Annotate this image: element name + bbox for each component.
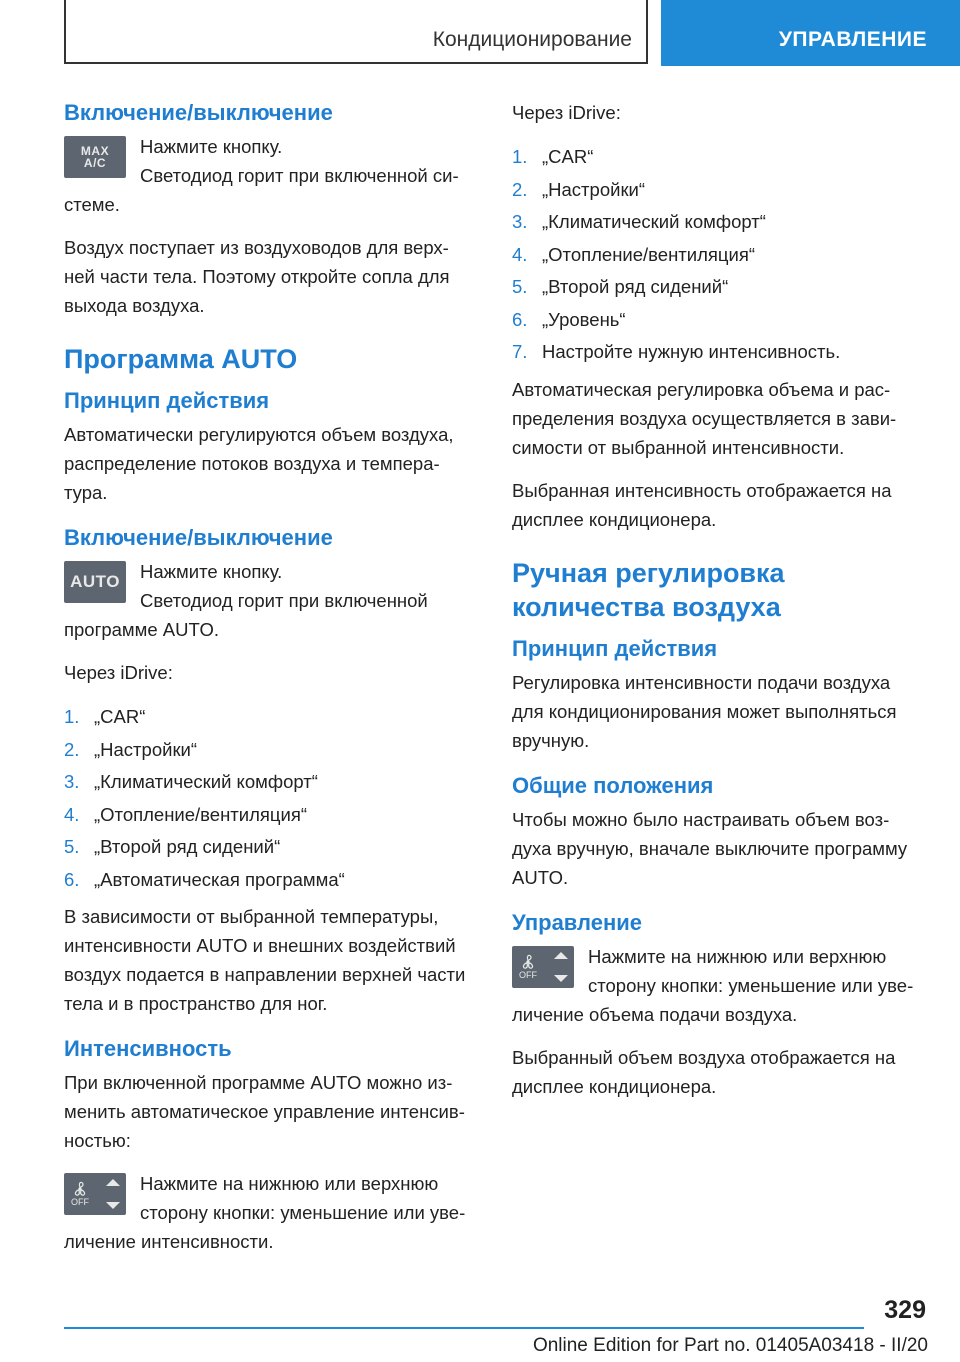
control-icon-block — [512, 942, 926, 1029]
step-text: „Второй ряд сидений“ — [94, 836, 281, 857]
step-number: 1. — [64, 706, 80, 727]
arrow-down-icon — [106, 1202, 120, 1209]
step-text: „Уровень“ — [542, 308, 626, 330]
principle-text: Автоматически регулируются объем воздуха, распределение потоков воздуха и темпера- тура. — [64, 424, 454, 503]
general-text: Чтобы можно было настраивать объем воз- духа вручную, вначале выключите программу AUTO. — [512, 808, 908, 888]
fan-icon — [70, 1181, 90, 1197]
arrow-up-icon — [554, 952, 568, 959]
auto-button-label: AUTO — [70, 572, 120, 591]
principle-heading: Принцип действия — [64, 388, 270, 413]
step-text: „Настройки“ — [542, 178, 646, 200]
manual-principle-heading: Принцип действия — [512, 635, 718, 661]
fan-icon-group — [70, 1181, 90, 1207]
onoff-heading: Включение/выключение — [64, 100, 333, 125]
step-text: „Отопление/вентиляция“ — [542, 243, 756, 265]
intensity-icon-block — [64, 1169, 478, 1256]
step-text: „Второй ряд сидений“ — [542, 276, 729, 297]
step-text: „CAR“ — [94, 706, 146, 727]
list-item — [512, 304, 926, 337]
fan-arrows — [106, 1179, 120, 1209]
intensity-icon-text: Нажмите на нижнюю или верхнюю сторону кнопки: уменьшение или уве- личение интенсивности. — [64, 1173, 466, 1252]
step-number: 1. — [512, 146, 528, 167]
list-item — [64, 864, 478, 897]
control-heading: Управление — [512, 909, 643, 935]
auto-after-text: В зависимости от выбранной температуры, интенсивности AUTO и внешних воздействий воздух подается в направлении верхней части тела и в пространство для ног. — [64, 906, 466, 1014]
step-text: Настройте нужную интенсивность. — [542, 341, 841, 362]
list-item — [512, 336, 926, 369]
list-item — [512, 174, 926, 207]
intensity-text: При включенной программе AUTO можно из- менить автоматическое управление интенсив- ностью: — [64, 1072, 465, 1151]
idrive-steps-list-right — [512, 141, 926, 369]
step-number: 6. — [64, 868, 80, 890]
header-section-box — [64, 0, 648, 64]
list-item — [64, 766, 478, 799]
fan-off-button-icon — [64, 1173, 126, 1215]
left-column — [64, 98, 478, 1270]
step-number: 4. — [512, 243, 528, 265]
idrive-steps-list — [64, 701, 478, 896]
list-item — [512, 271, 926, 304]
step-text: „Климатический комфорт“ — [542, 211, 766, 232]
idrive-intro: Через iDrive: — [64, 662, 173, 683]
fan-off-label: OFF — [71, 1197, 89, 1207]
step-text: „Настройки“ — [94, 738, 198, 760]
step-text: „Климатический комфорт“ — [94, 771, 318, 792]
step-number: 7. — [512, 341, 528, 362]
step-text: „Автоматическая программа“ — [94, 868, 345, 890]
auto-led-text: Светодиод горит при включенной программе AUTO. — [64, 590, 428, 640]
idrive-intro-right: Через iDrive: — [512, 102, 621, 123]
right-column — [512, 98, 926, 1115]
header-section-title: Кондиционирование — [432, 28, 632, 51]
step-number: 2. — [64, 738, 80, 760]
fan-icon-group — [518, 954, 538, 980]
footer-edition: Online Edition for Part no. 01405A03418 - II/20 — [532, 1335, 928, 1356]
list-item — [512, 206, 926, 239]
step-number: 3. — [512, 211, 528, 232]
header-chapter-title: УПРАВЛЕНИЕ — [778, 28, 927, 51]
led-text: Светодиод горит при включенной си- стеме. — [64, 165, 459, 215]
manual-principle-text: Регулировка интенсивности подачи воздуха для кондиционирования может выполняться вручную. — [512, 671, 897, 751]
air-flow-text: Воздух поступает из воздуховодов для верх- ней части тела. Поэтому откройте сопла для выхода воздуха. — [64, 237, 450, 316]
auto-distribution-text: Автоматическая регулировка объема и рас- пределения воздуха осуществляется в зави- симости от выбранной интенсивности. — [512, 378, 897, 458]
step-number: 4. — [64, 803, 80, 825]
auto-program-heading: Программа AUTO — [64, 344, 298, 374]
list-item — [512, 141, 926, 174]
fan-off-button-icon — [512, 946, 574, 988]
intensity-display-text: Выбранная интенсивность отображается на дисплее кондиционера. — [512, 479, 892, 530]
step-text: „Отопление/вентиляция“ — [94, 803, 308, 825]
list-item — [64, 799, 478, 832]
max-ac-line1: MAX — [80, 144, 110, 158]
manual-airflow-heading: Ручная регулировка количества воздуха — [512, 557, 785, 622]
footer-divider — [64, 1327, 864, 1329]
max-ac-line2: A/C — [83, 156, 107, 170]
arrow-down-icon — [554, 975, 568, 982]
auto-button-icon — [64, 561, 126, 603]
list-item — [64, 701, 478, 734]
airflow-display-text: Выбранный объем воздуха отображается на дисплее кондиционера. — [512, 1046, 896, 1097]
max-ac-button-icon — [64, 136, 126, 178]
fan-icon — [518, 954, 538, 970]
press-button-text: Нажмите кнопку. — [140, 136, 283, 157]
header-chapter-tab — [661, 0, 960, 66]
page-number: 329 — [884, 1296, 926, 1324]
fan-off-label: OFF — [519, 969, 537, 980]
auto-block — [64, 557, 478, 644]
arrow-up-icon — [106, 1179, 120, 1186]
intensity-heading: Интенсивность — [64, 1036, 232, 1061]
list-item — [64, 831, 478, 864]
auto-onoff-heading: Включение/выключение — [64, 525, 333, 550]
step-number: 3. — [64, 771, 80, 792]
max-ac-block — [64, 132, 478, 219]
general-heading: Общие положения — [512, 772, 714, 798]
list-item — [512, 239, 926, 272]
control-icon-text: Нажмите на нижнюю или верхнюю сторону кнопки: уменьшение или уве- личение объема подачи воздуха. — [512, 945, 914, 1025]
list-item — [64, 734, 478, 767]
step-number: 5. — [512, 276, 528, 297]
auto-press-text: Нажмите кнопку. — [140, 561, 283, 582]
step-number: 6. — [512, 308, 528, 330]
fan-arrows — [554, 952, 568, 982]
step-number: 5. — [64, 836, 80, 857]
step-text: „CAR“ — [542, 146, 594, 167]
step-number: 2. — [512, 178, 528, 200]
